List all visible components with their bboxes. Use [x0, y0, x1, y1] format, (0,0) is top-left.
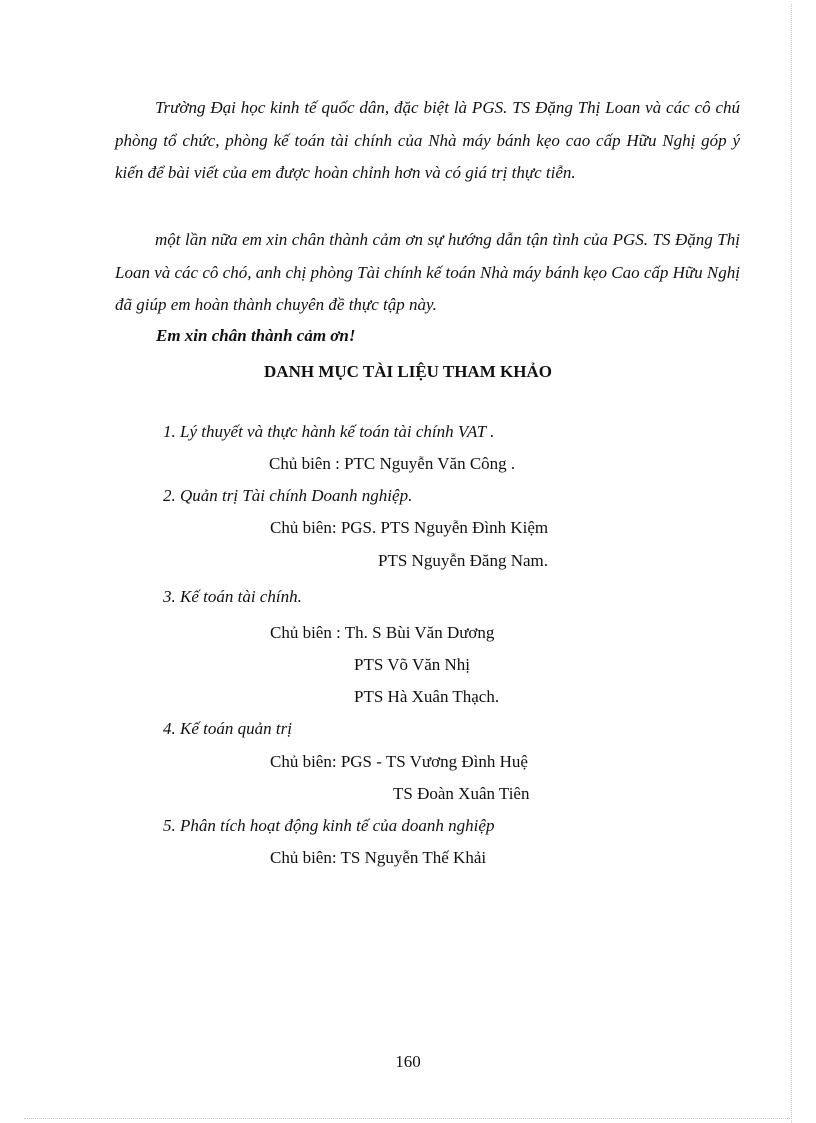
reference-1-editor: Chủ biên : PTC Nguyễn Văn Công .	[269, 454, 516, 473]
acknowledgement-paragraph-1: Trường Đại học kinh tế quốc dân, đặc biệt là PGS. TS Đặng Thị Loan và các cô chú phòng tổ chức, phòng kế toán tài chính của Nhà máy bánh kẹo cao cấp Hữu Nghị góp ý kiến để bài viết của em được hoàn chỉnh hơn và có giá trị thực tiễn.	[115, 98, 740, 183]
reference-3-title: 3. Kế toán tài chính.	[163, 587, 302, 606]
reference-4-editor: Chủ biên: PGS - TS Vương Đình Huệ	[270, 752, 528, 771]
reference-4-title: 4. Kế toán quản trị	[163, 719, 292, 738]
reference-3-editor: Chủ biên : Th. S Bùi Văn Dương	[270, 623, 495, 642]
reference-2-editor: Chủ biên: PGS. PTS Nguyễn Đình Kiệm	[270, 518, 549, 537]
reference-2-coeditor: PTS Nguyễn Đăng Nam.	[378, 551, 548, 570]
thanks-line: Em xin chân thành cảm ơn!	[156, 326, 356, 345]
reference-4-coeditor: TS Đoàn Xuân Tiên	[393, 784, 530, 803]
reference-3-coeditor-1: PTS Võ Văn Nhị	[354, 655, 471, 674]
reference-1-title: 1. Lý thuyết và thực hành kế toán tài chính VAT .	[163, 422, 495, 441]
page-border-bottom	[24, 1117, 792, 1119]
reference-2-title: 2. Quản trị Tài chính Doanh nghiệp.	[163, 486, 413, 505]
acknowledgement-paragraph-2: một lần nữa em xin chân thành cảm ơn sự hướng dẫn tận tình của PGS. TS Đặng Thị Loan và các cô chó, anh chị phòng Tài chính kế toán Nhà máy bánh kẹo Cao cấp Hữu Nghị đã giúp em hoàn thành chuyên đề thực tập này.	[115, 230, 740, 315]
page-number: 160	[395, 1052, 421, 1071]
references-heading: DANH MỤC TÀI LIỆU THAM KHẢO	[264, 362, 552, 381]
page-border-right	[790, 4, 792, 1123]
reference-5-editor: Chủ biên: TS Nguyễn Thế Khải	[270, 848, 487, 867]
reference-3-coeditor-2: PTS Hà Xuân Thạch.	[354, 687, 500, 706]
reference-5-title: 5. Phân tích hoạt động kinh tế của doanh nghiệp	[163, 816, 495, 835]
